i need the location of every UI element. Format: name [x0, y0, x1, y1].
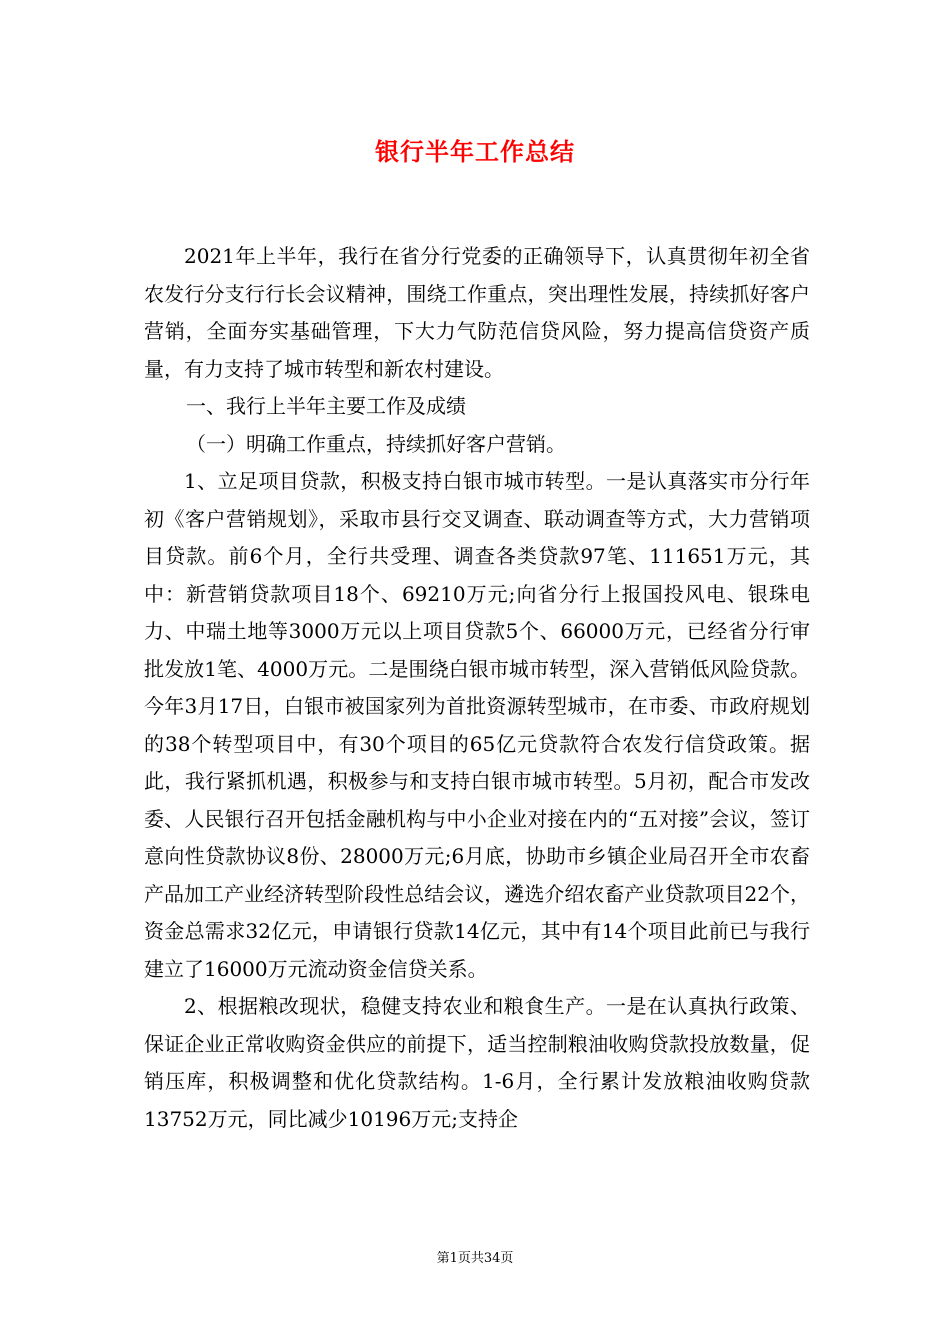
- body-paragraph: 1、立足项目贷款，积极支持白银市城市转型。一是认真落实市分行年初《客户营销规划》，采取市县行交叉调查、联动调查等方式，大力营销项目贷款。前6个月，全行共受理、调查各类贷款97笔、111651万元，其中：新营销贷款项目18个、69210万元;向省分行上报国投风电、银珠电力、中瑞土地等3000万元以上项目贷款5个、66000万元，已经省分行审批发放1笔、4000万元。二是围绕白银市城市转型，深入营销低风险贷款。今年3月17日，白银市被国家列为首批资源转型城市，在市委、市政府规划的38个转型项目中，有30个项目的65亿元贷款符合农发行信贷政策。据此，我行紧抓机遇，积极参与和支持白银市城市转型。5月初，配合市发改委、人民银行召开包括金融机构与中小企业对接在内的“五对接”会议，签订意向性贷款协议8份、28000万元;6月底，协助市乡镇企业局召开全市农畜产品加工产业经济转型阶段性总结会议，遴选介绍农畜产业贷款项目22个，资金总需求32亿元，申请银行贷款14亿元，其中有14个项目此前已与我行建立了16000万元流动资金信贷关系。: [144, 469, 810, 981]
- section-heading: 一、我行上半年主要工作及成绩: [186, 394, 466, 418]
- body-paragraph: 2、根据粮改现状，稳健支持农业和粮食生产。一是在认真执行政策、保证企业正常收购资金供应的前提下，适当控制粮油收购贷款投放数量，促销压库，积极调整和优化贷款结构。1-6月，全行累计发放粮油收购贷款13752万元，同比减少10196万元;支持企: [144, 994, 810, 1131]
- document-body: [144, 238, 810, 1138]
- document-title: 银行半年工作总结: [375, 137, 575, 166]
- page-number: 第1页共34页: [436, 1251, 514, 1266]
- subsection-heading: （一）明确工作重点，持续抓好客户营销。: [186, 431, 566, 456]
- intro-paragraph: 2021年上半年，我行在省分行党委的正确领导下，认真贯彻年初全省农发行分支行行长会议精神，围绕工作重点，突出理性发展，持续抓好客户营销，全面夯实基础管理，下大力气防范信贷风险，努力提高信贷资产质量，有力支持了城市转型和新农村建设。: [144, 244, 810, 381]
